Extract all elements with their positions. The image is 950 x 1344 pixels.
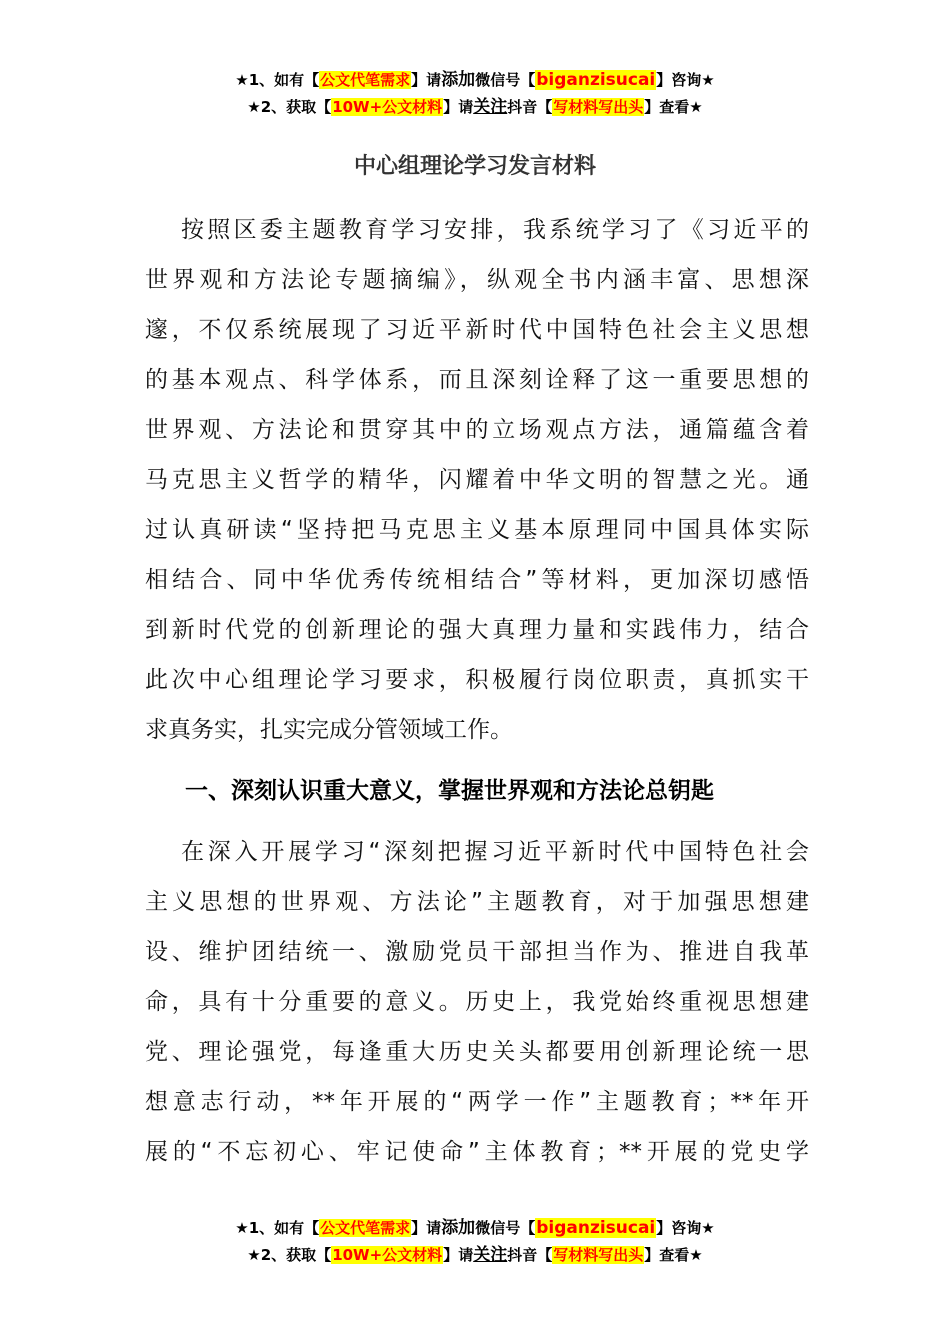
banner-line-1 xyxy=(0,67,950,94)
section-heading: 一、深刻认识重大意义，掌握世界观和方法论总钥匙 xyxy=(185,778,714,804)
star-icon: ★ xyxy=(247,98,261,116)
paragraph-section-1 xyxy=(145,827,809,1177)
text-line: 世界观和方法论专题摘编》，纵观全书内涵丰富、思想深 xyxy=(145,267,809,293)
banner-text: 2、获取【 xyxy=(260,98,332,116)
star-icon: ★ xyxy=(689,98,703,116)
banner-text: 】请 xyxy=(443,1246,474,1264)
text-line: 想意志行动，**年开展的“两学一作”主题教育；**年开 xyxy=(145,1089,809,1115)
star-icon: ★ xyxy=(235,1219,249,1237)
highlight-wechat-id: biganzisucai xyxy=(536,1218,656,1238)
banner-text: 抖音【 xyxy=(507,98,553,116)
banner-text: 】请 xyxy=(411,71,442,89)
banner-emphasis: 关注 xyxy=(473,1245,508,1265)
banner-emphasis: 关注 xyxy=(473,97,508,117)
text-line: 党、理论强党，每逢重大历史关头都要用创新理论统一思 xyxy=(145,1039,809,1065)
star-icon: ★ xyxy=(701,1219,715,1237)
header-banner xyxy=(0,67,950,121)
banner-text: 】查看 xyxy=(644,1246,690,1264)
star-icon: ★ xyxy=(701,71,715,89)
text-line: 展的“不忘初心、牢记使命”主体教育；**开展的党史学 xyxy=(145,1139,809,1165)
highlight-douyin: 写材料写出头 xyxy=(553,98,644,116)
banner-emphasis: 添加 xyxy=(441,70,476,90)
banner-emphasis: 添加 xyxy=(441,1218,476,1238)
highlight-service: 公文代笔需求 xyxy=(320,1219,411,1237)
banner-text: 1、如有【 xyxy=(248,1219,320,1237)
highlight-materials: 10W+公文材料 xyxy=(332,98,443,116)
text-line: 的基本观点、科学体系，而且深刻诠释了这一重要思想的 xyxy=(145,367,809,393)
banner-line-2 xyxy=(0,1242,950,1269)
text-line: 按照区委主题教育学习安排，我系统学习了《习近平的 xyxy=(181,217,809,243)
highlight-wechat-id: biganzisucai xyxy=(536,70,656,90)
highlight-materials: 10W+公文材料 xyxy=(332,1246,443,1264)
text-line: 在深入开展学习“深刻把握习近平新时代中国特色社会 xyxy=(181,839,809,865)
banner-text: 】查看 xyxy=(644,98,690,116)
highlight-service: 公文代笔需求 xyxy=(320,71,411,89)
text-line: 过认真研读“坚持把马克思主义基本原理同中国具体实际 xyxy=(145,517,809,543)
text-line: 求真务实，扎实完成分管领域工作。 xyxy=(145,717,513,743)
star-icon: ★ xyxy=(235,71,249,89)
banner-text: 】请 xyxy=(411,1219,442,1237)
banner-line-1 xyxy=(0,1215,950,1242)
document-title: 中心组理论学习发言材料 xyxy=(353,154,596,179)
text-line: 此次中心组理论学习要求，积极履行岗位职责，真抓实干 xyxy=(145,667,809,693)
highlight-douyin: 写材料写出头 xyxy=(553,1246,644,1264)
banner-text: 微信号【 xyxy=(475,71,536,89)
text-line: 命，具有十分重要的意义。历史上，我党始终重视思想建 xyxy=(145,989,809,1015)
text-line: 到新时代党的创新理论的强大真理力量和实践伟力，结合 xyxy=(145,617,809,643)
banner-text: 1、如有【 xyxy=(248,71,320,89)
banner-text: 2、获取【 xyxy=(260,1246,332,1264)
star-icon: ★ xyxy=(689,1246,703,1264)
text-line: 世界观、方法论和贯穿其中的立场观点方法，通篇蕴含着 xyxy=(145,417,809,443)
banner-line-2 xyxy=(0,94,950,121)
text-line: 马克思主义哲学的精华，闪耀着中华文明的智慧之光。通 xyxy=(145,467,809,493)
text-line: 相结合、同中华优秀传统相结合”等材料，更加深切感悟 xyxy=(145,567,809,593)
star-icon: ★ xyxy=(247,1246,261,1264)
banner-text: 】咨询 xyxy=(656,71,702,89)
banner-text: 抖音【 xyxy=(507,1246,553,1264)
banner-text: 】请 xyxy=(443,98,474,116)
footer-banner xyxy=(0,1215,950,1269)
paragraph-intro xyxy=(145,205,809,755)
text-line: 设、维护团结统一、激励党员干部担当作为、推进自我革 xyxy=(145,939,809,965)
text-line: 主义思想的世界观、方法论”主题教育，对于加强思想建 xyxy=(145,889,809,915)
banner-text: 】咨询 xyxy=(656,1219,702,1237)
banner-text: 微信号【 xyxy=(475,1219,536,1237)
text-line: 邃，不仅系统展现了习近平新时代中国特色社会主义思想 xyxy=(145,317,809,343)
